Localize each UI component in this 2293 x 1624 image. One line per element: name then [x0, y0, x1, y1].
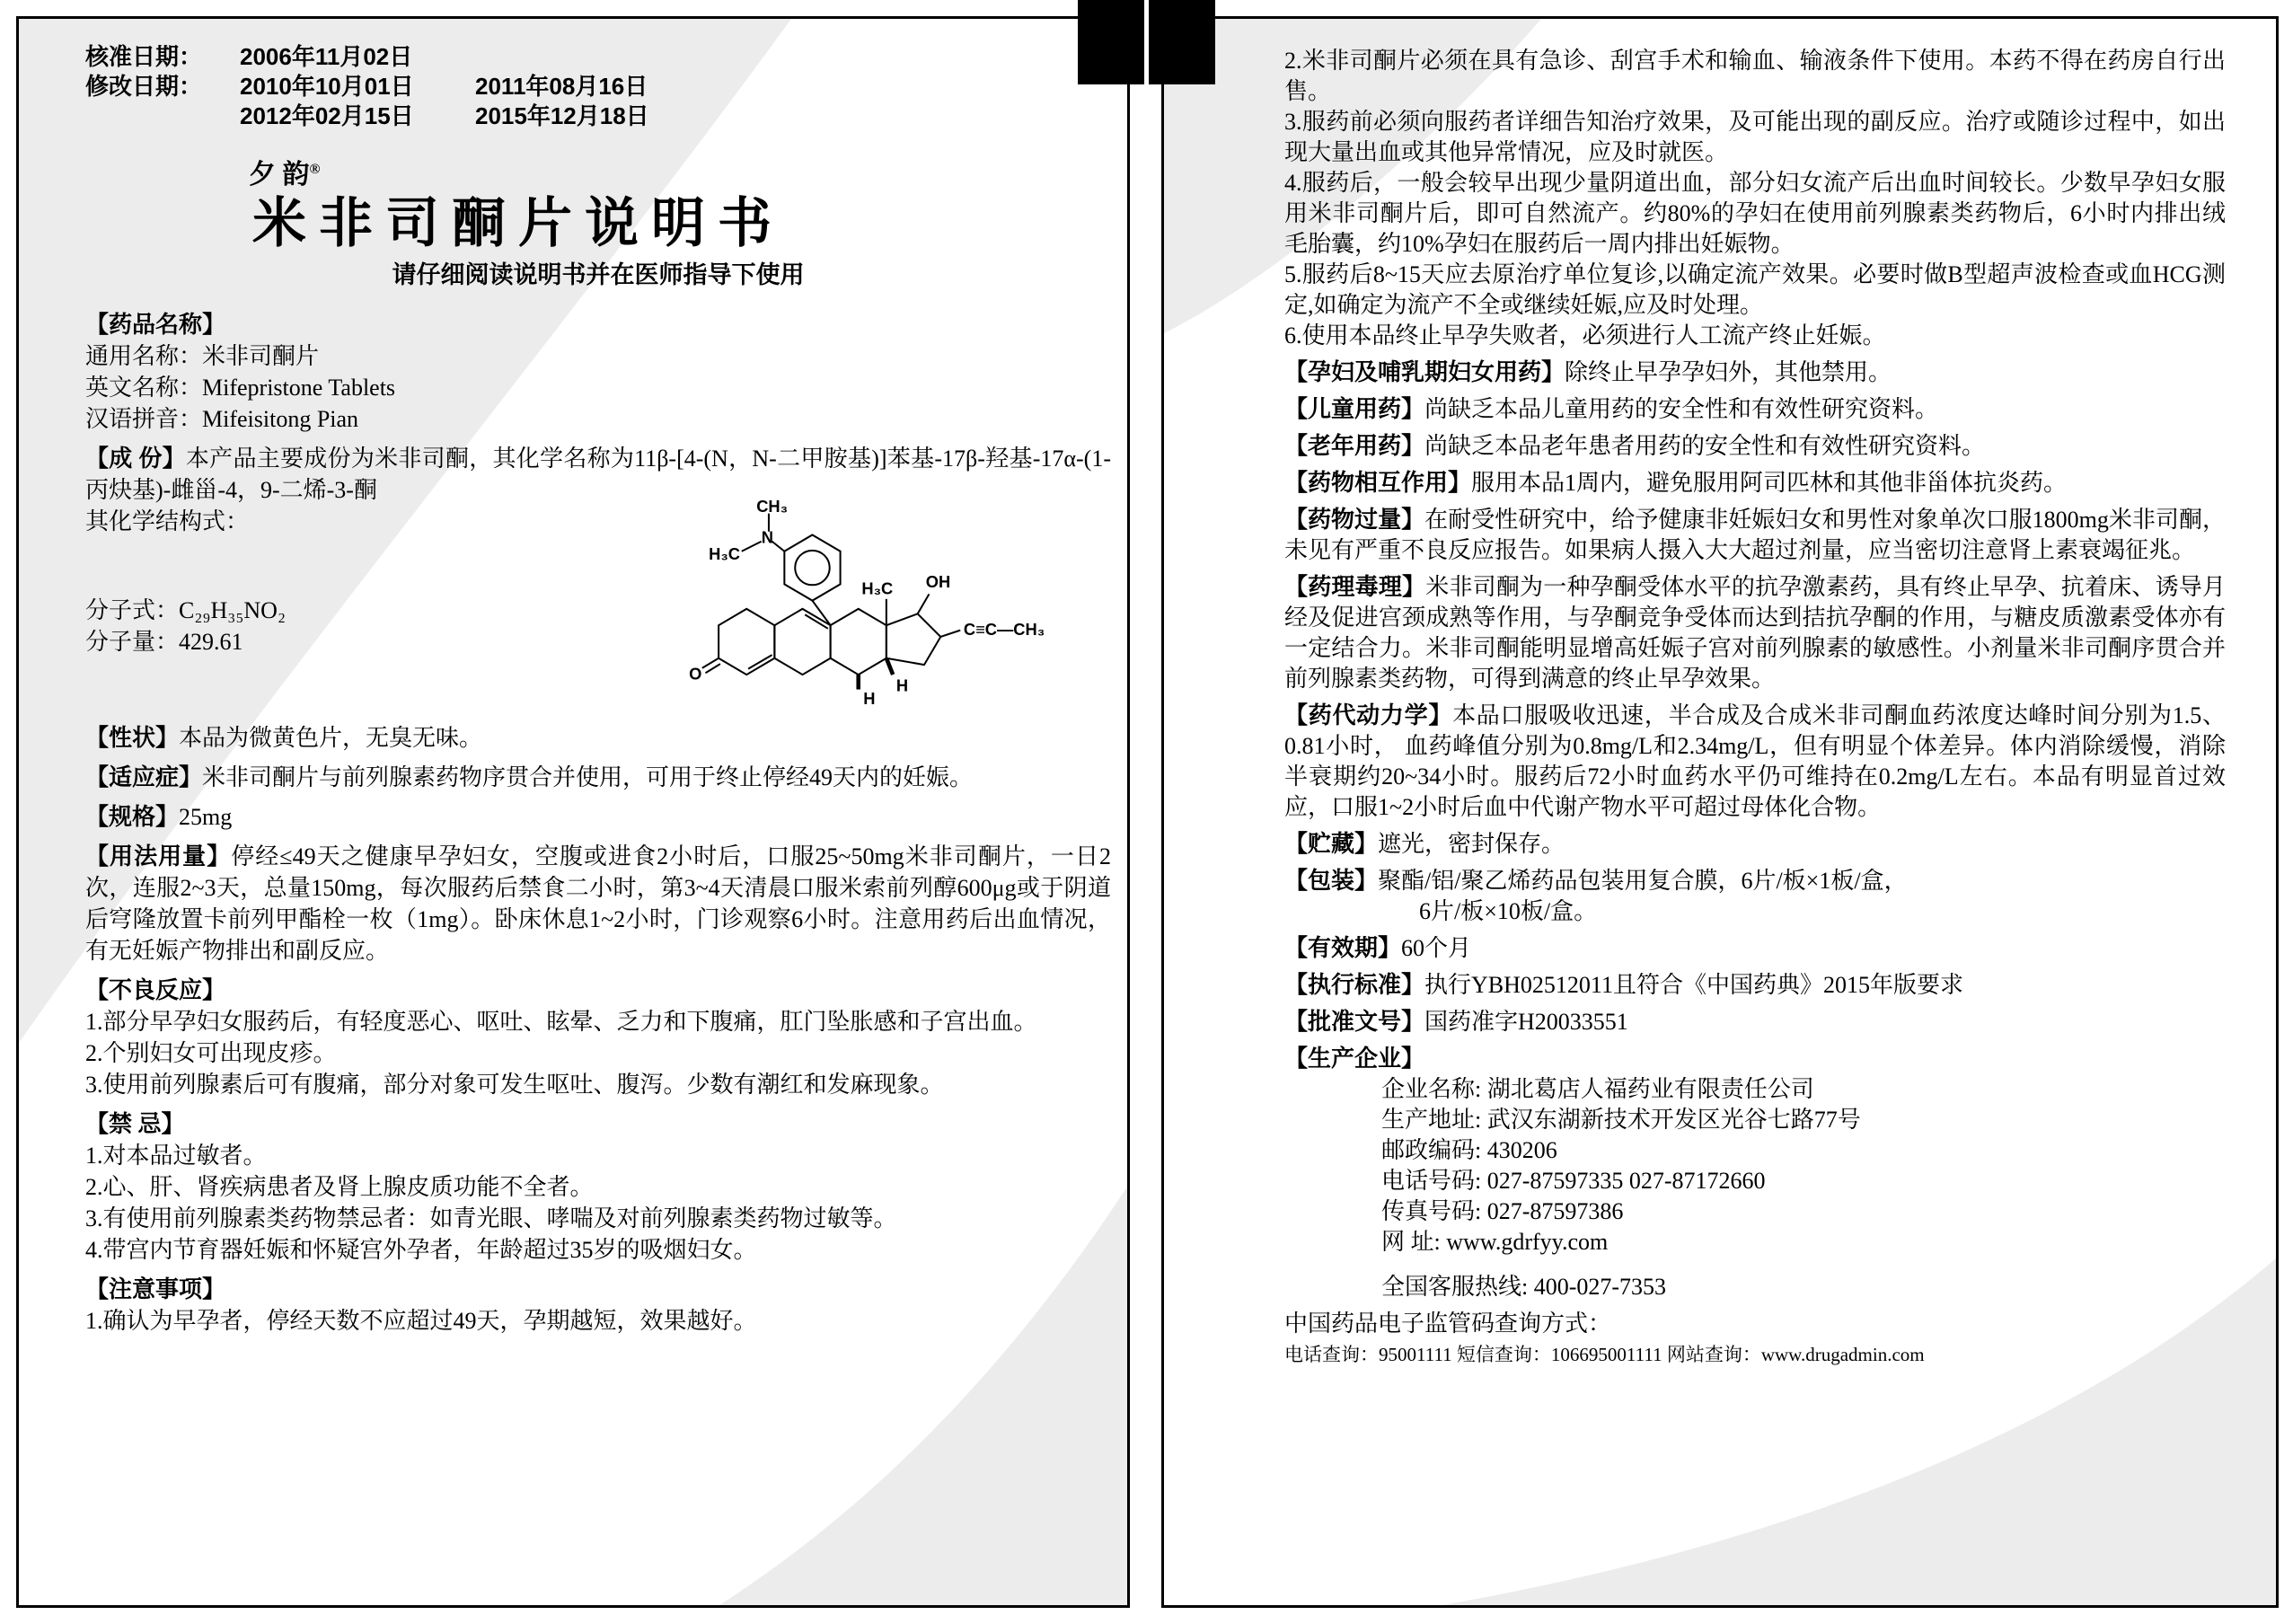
atom-label-propynyl: C≡C—CH₃ — [963, 620, 1045, 640]
section-interaction-head: 【药物相互作用】 — [1284, 470, 1472, 496]
section-composition-head: 【成 份】 — [85, 446, 186, 472]
contraindication-item-2: 2.心、肝、肾疾病患者及肾上腺皮质功能不全者。 — [85, 1174, 594, 1200]
structure-caption: 其化学结构式： — [85, 508, 250, 534]
section-children-head: 【儿童用药】 — [1284, 396, 1425, 422]
supervision-code-title: 中国药品电子监管码查询方式： — [1284, 1311, 1612, 1337]
manufacturer-fax: 传真号码: 027-87597386 — [1381, 1198, 1624, 1224]
section-pharmacology-text: 米非司酮为一种孕酮受体水平的抗孕激素药，具有终止早孕、抗着床、诱导月经及促进宫颈成熟等作用，与孕酮竞争受体而达到拮抗孕酮的作用，与糖皮质激素受体亦有一定结合力。米非司酮能明显增高妊娠子宫对前列腺素的敏感性。小剂量米非司酮序贯合并前列腺素类药物，可得到满意的终止早孕效果。 — [1284, 574, 2226, 692]
molecular-formula-label: 分子式： — [85, 597, 180, 623]
contraindication-item-1: 1.对本品过敏者。 — [85, 1143, 267, 1169]
section-validity-head: 【有效期】 — [1284, 935, 1402, 961]
approval-date-label: 核准日期： — [85, 43, 203, 70]
revision-date-4: 2015年12月18日 — [475, 102, 649, 129]
molecular-weight-value: 429.61 — [179, 629, 243, 655]
atom-label-h1: H — [863, 689, 876, 709]
section-manufacturer-head: 【生产企业】 — [1284, 1046, 1425, 1072]
supervision-code-detail: 电话查询：95001111 短信查询：106695001111 网站查询：www.drugadmin.com — [1284, 1344, 1925, 1365]
caution-item-3: 3.服药前必须向服药者详细告知治疗效果，及可能出现的副反应。治疗或随诊过程中，如出现大量出血或其他异常情况，应及时就医。 — [1284, 109, 2226, 165]
atom-label-h3c-c13: H₃C — [861, 578, 894, 598]
manufacturer-website: 网 址: www.gdrfyy.com — [1381, 1229, 1609, 1255]
approval-date-value: 2006年11月02日 — [240, 43, 413, 70]
chemical-structure-diagram — [683, 500, 1106, 714]
section-adverse-head: 【不良反应】 — [85, 977, 226, 1003]
section-indication-head: 【适应症】 — [85, 764, 203, 790]
section-overdose-head: 【药物过量】 — [1284, 507, 1425, 533]
registration-mark-block-right — [1149, 0, 1215, 84]
section-pharmacology-head: 【药理毒理】 — [1284, 574, 1426, 600]
caution-item-5: 5.服药后8~15天应去原治疗单位复诊,以确定流产效果。必要时做B型超声波检查或血HCG测定,如确定为流产不全或继续妊娠,应及时处理。 — [1284, 261, 2226, 318]
drug-name-pinyin: 汉语拼音：Mifeisitong Pian — [85, 406, 359, 432]
section-overdose-text: 在耐受性研究中，给予健康非妊娠妇女和男性对象单次口服1800mg米非司酮，未见有严重不良反应报告。如果病人摄入大大超过剂量，应当密切注意肾上素衰竭征兆。 — [1284, 507, 2226, 563]
leaflet-page-left — [16, 16, 1130, 1608]
section-elderly-text: 尚缺乏本品老年患者用药的安全性和有效性研究资料。 — [1424, 433, 1986, 459]
drug-name-generic: 通用名称：米非司酮片 — [85, 343, 320, 369]
revision-date-2: 2011年08月16日 — [475, 73, 648, 100]
manufacturer-name: 企业名称: 湖北葛店人福药业有限责任公司 — [1381, 1076, 1814, 1102]
section-spec-head: 【规格】 — [85, 804, 180, 830]
atom-label-h3c-left: H₃C — [709, 543, 741, 563]
adverse-item-2: 2.个别妇女可出现皮疹。 — [85, 1040, 337, 1066]
molecular-weight-label: 分子量： — [85, 629, 180, 655]
section-caution-head: 【注意事项】 — [85, 1276, 226, 1302]
manufacturer-phone: 电话号码: 027-87597335 027-87172660 — [1381, 1168, 1766, 1194]
caution-item-2: 2.米非司酮片必须在具有急诊、刮宫手术和输血、输液条件下使用。本药不得在药房自行出售。 — [1284, 48, 2226, 104]
section-storage-text: 遮光，密封保存。 — [1378, 831, 1565, 857]
section-package-text: 聚酯/铝/聚乙烯药品包装用复合膜，6片/板×1板/盒， — [1378, 868, 1908, 894]
date-block — [85, 42, 1111, 131]
atom-label-ch3-top: CH₃ — [756, 500, 789, 516]
section-elderly-head: 【老年用药】 — [1284, 433, 1425, 459]
contraindication-item-4: 4.带宫内节育器妊娠和怀疑宫外孕者，年龄超过35岁的吸烟妇女。 — [85, 1237, 757, 1263]
leaflet-page-right — [1161, 16, 2279, 1608]
section-pregnancy-head: 【孕妇及哺乳期妇女用药】 — [1284, 359, 1565, 385]
section-package-text2: 6片/板×10板/盒。 — [1419, 898, 1598, 924]
section-pregnancy-text: 除终止早孕孕妇外，其他禁用。 — [1565, 359, 1892, 385]
section-usage-text: 停经≤49天之健康早孕妇女，空腹或进食2小时后，口服25~50mg米非司酮片，一日2次，连服2~3天，总量150mg，每次服药后禁食二小时，第3~4天清晨口服米索前列醇600μg或于阴道后穹隆放置卡前列甲酯栓一枚（1mg）。卧床休息1~2小时，门诊观察6小时。注意用药后出血情况，有无妊娠产物排出和副反应。 — [85, 843, 1111, 964]
section-spec-text: 25mg — [179, 804, 233, 830]
section-pharmacokinetics-text: 本品口服吸收迅速，半合成及合成米非司酮血药浓度达峰时间分别为1.5、0.81小时， 血药峰值分别为0.8mg/L和2.34mg/L，但有明显个体差异。体内消除缓慢，消除半衰期约20~34小时。服药后72小时血药水平仍可维持在0.2mg/L左右。本品有明显首过效应，口服1~2小时后血中代谢产物水平可超过母体化合物。 — [1284, 702, 2226, 820]
section-character-text: 本品为微黄色片，无臭无味。 — [179, 725, 483, 751]
section-validity-text: 60个月 — [1401, 935, 1472, 961]
chemical-structure-svg — [683, 500, 1106, 714]
section-approval-number-head: 【批准文号】 — [1284, 1009, 1425, 1035]
manufacturer-address: 生产地址: 武汉东湖新技术开发区光谷七路77号 — [1381, 1107, 1861, 1133]
caution-item-4: 4.服药后，一般会较早出现少量阴道出血，部分妇女流产后出血时间较长。少数早孕妇女服用米非司酮片后，即可自然流产。约80%的孕妇在使用前列腺素类药物后，6小时内排出绒毛胎囊，约10%孕妇在服药后一周内排出妊娠物。 — [1284, 170, 2226, 257]
section-pharmacokinetics-head: 【药代动力学】 — [1284, 702, 1453, 728]
registered-trademark-symbol: ® — [309, 162, 321, 177]
adverse-item-1: 1.部分早孕妇女服药后，有轻度恶心、呕吐、眩晕、乏力和下腹痛，肛门坠胀感和子宫出血。 — [85, 1009, 1037, 1035]
page-title: 米非司酮片说明书 — [252, 194, 784, 253]
section-drug-name-head: 【药品名称】 — [85, 312, 226, 338]
atom-label-n: N — [761, 527, 773, 547]
atom-label-h2: H — [895, 675, 909, 695]
section-character-head: 【性状】 — [85, 725, 180, 751]
page-subtitle: 请仔细阅读说明书并在医师指导下使用 — [392, 261, 805, 288]
section-standard-text: 执行YBH02512011且符合《中国药典》2015年版要求 — [1424, 972, 1963, 998]
section-approval-number-text: 国药准字H20033551 — [1424, 1009, 1628, 1035]
revision-date-label: 修改日期： — [85, 73, 203, 100]
registration-mark-block-left — [1078, 0, 1144, 84]
chemical-structure-block — [85, 500, 1111, 714]
brand-name: 夕 韵 — [249, 160, 310, 190]
section-standard-head: 【执行标准】 — [1284, 972, 1425, 998]
manufacturer-zip: 邮政编码: 430206 — [1381, 1137, 1557, 1163]
revision-date-3: 2012年02月15日 — [240, 102, 414, 129]
section-composition-text: 本产品主要成份为米非司酮，其化学名称为11β-[4-(N，N-二甲胺基)]苯基-17β-羟基-17α-(1-丙炔基)-雌甾-4，9-二烯-3-酮 — [85, 446, 1111, 503]
brand-logo — [249, 154, 1111, 190]
section-contraindication-head: 【禁 忌】 — [85, 1111, 185, 1137]
drug-name-english: 英文名称：Mifepristone Tablets — [85, 375, 396, 401]
section-children-text: 尚缺乏本品儿童用药的安全性和有效性研究资料。 — [1424, 396, 1939, 422]
section-interaction-text: 服用本品1周内，避免服用阿司匹林和其他非甾体抗炎药。 — [1471, 470, 2068, 496]
molecular-formula-value: C₂₉H₃₅NO₂ — [179, 597, 287, 623]
revision-date-1: 2010年10月01日 — [240, 73, 414, 100]
caution-item-1: 1.确认为早孕者，停经天数不应超过49天，孕期越短，效果越好。 — [85, 1308, 757, 1334]
contraindication-item-3: 3.有使用前列腺素类药物禁忌者：如青光眼、哮喘及对前列腺素类药物过敏等。 — [85, 1205, 897, 1231]
section-package-head: 【包装】 — [1284, 868, 1379, 894]
section-storage-head: 【贮藏】 — [1284, 831, 1379, 857]
section-indication-text: 米非司酮片与前列腺素药物序贯合并使用，可用于终止停经49天内的妊娠。 — [202, 764, 974, 790]
caution-item-6: 6.使用本品终止早孕失败者，必须进行人工流产终止妊娠。 — [1284, 322, 1886, 349]
section-usage-head: 【用法用量】 — [85, 843, 232, 869]
atom-label-o: O — [689, 664, 702, 684]
customer-hotline: 全国客服热线: 400-027-7353 — [1381, 1274, 1667, 1300]
atom-label-oh: OH — [925, 572, 951, 592]
adverse-item-3: 3.使用前列腺素后可有腹痛，部分对象可发生呕吐、腹泻。少数有潮红和发麻现象。 — [85, 1072, 944, 1098]
